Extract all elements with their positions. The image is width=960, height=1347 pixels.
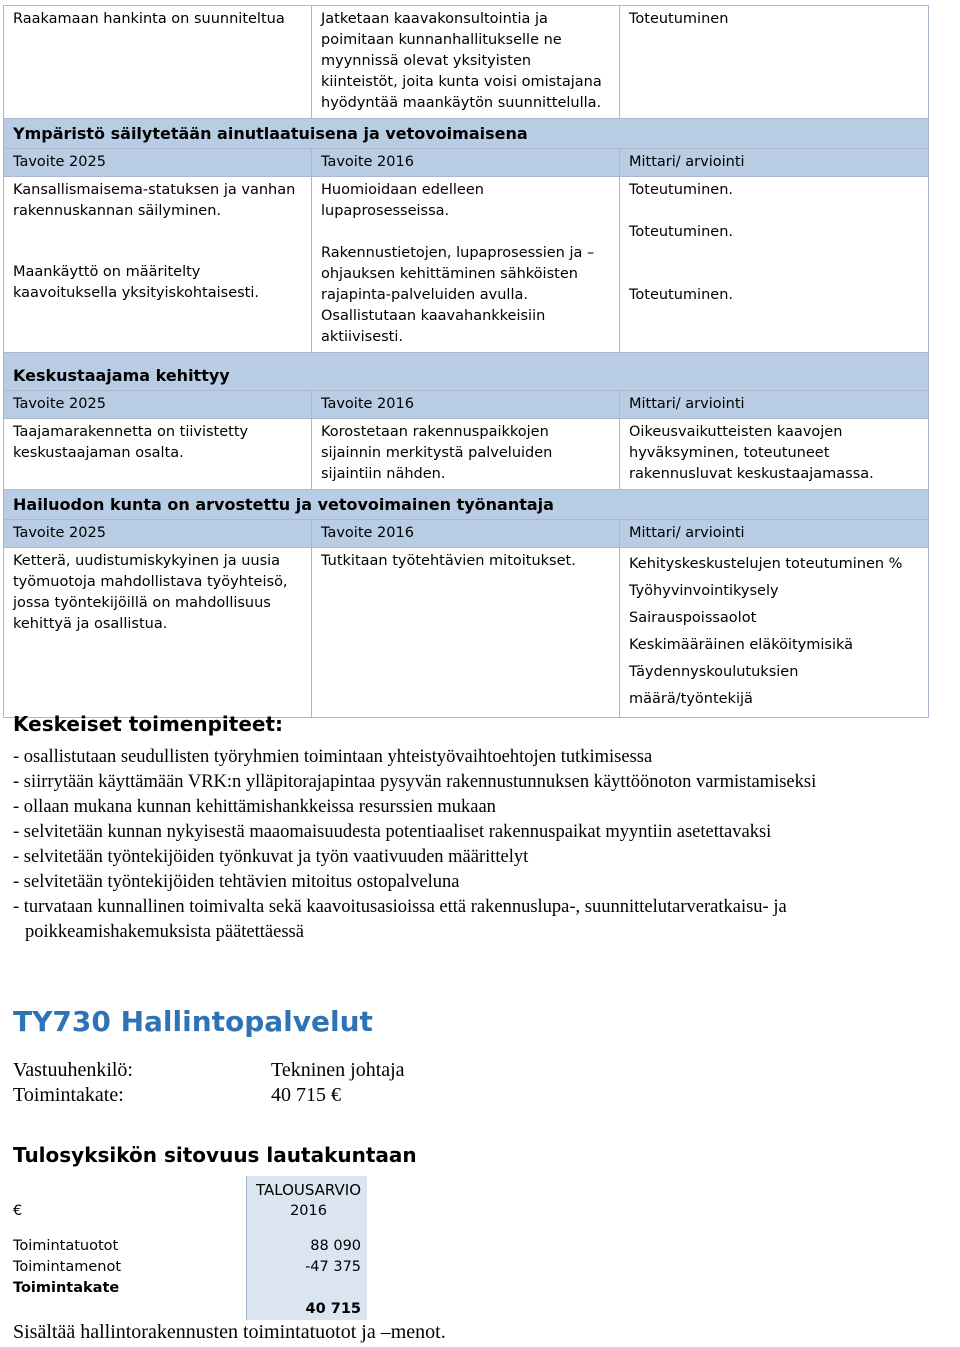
- budget-total-label: Toimintakate: [4, 1278, 247, 1299]
- action-item: - selvitetään työntekijöiden tehtävien mitoitus ostopalveluna: [13, 872, 460, 892]
- goal-2025-text: Ketterä, uudistumiskykyinen ja uusia työmuotoja mahdollistava työyhteisö, jossa työntekijöillä on mahdollisuus kehittyä ja osallistua.: [13, 553, 288, 632]
- key-actions-list: [13, 745, 816, 945]
- goal-2025-text: Taajamarakennetta on tiivistetty keskustaajaman osalta.: [13, 424, 249, 461]
- section-row-employer: [4, 548, 929, 718]
- footnote: Sisältää hallintorakennusten toimintatuotot ja –menot.: [13, 1321, 446, 1343]
- responsible-label: Vastuuhenkilö:: [13, 1059, 133, 1081]
- header-goal-2025: Tavoite 2025: [4, 520, 312, 548]
- section-row-center: [4, 419, 929, 490]
- responsible-value: Tekninen johtaja: [271, 1059, 405, 1081]
- margin-row: [13, 1083, 405, 1108]
- budget-row-label: Toimintamenot: [4, 1257, 247, 1278]
- action-item: - osallistutaan seudullisten työryhmien toimintaan yhteistyövaihtoehtojen tutkimisessa: [13, 747, 653, 767]
- top-row-col2: Jatketaan kaavakonsultointia ja poimitaan kunnanhallitukselle ne myynnissä olevat yksityisten kiinteistöt, joita kunta voisi omistajana hyödyntää maankäytön suunnittelulla.: [312, 6, 620, 119]
- currency-header: €: [4, 1176, 247, 1226]
- top-row: [4, 6, 929, 119]
- goal-2025-text: Maankäyttö on määritelty kaavoituksella yksityiskohtaisesti.: [13, 264, 259, 301]
- budget-row: [4, 1257, 367, 1278]
- action-item: - ollaan mukana kunnan kehittämishankkeissa resurssien mukaan: [13, 797, 496, 817]
- metric-text: Keskimääräinen eläköitymisikä: [629, 637, 854, 653]
- header-metric: Mittari/ arviointi: [620, 149, 929, 177]
- header-metric: Mittari/ arviointi: [620, 391, 929, 419]
- section-title-environment: Ympäristö säilytetään ainutlaatuisena ja vetovoimaisena: [4, 119, 929, 149]
- margin-value: 40 715 €: [271, 1084, 341, 1106]
- margin-label: Toimintakate:: [13, 1084, 124, 1106]
- unit-meta: [13, 1058, 405, 1108]
- goals-table: [3, 5, 929, 718]
- metric-text: Kehityskeskustelujen toteutuminen %: [629, 556, 903, 572]
- header-goal-2016: Tavoite 2016: [312, 149, 620, 177]
- action-item: - siirrytään käyttämään VRK:n ylläpitorajapintaa pysyvän rakennustunnuksen käyttöönoton varmistamiseksi: [13, 772, 817, 792]
- budget-total-value: 40 715: [247, 1299, 368, 1320]
- metric-text: Täydennyskoulutuksien määrä/työntekijä: [629, 664, 799, 707]
- section-row-environment: [4, 177, 929, 353]
- top-row-col3: Toteutuminen: [620, 6, 929, 119]
- metric-text: Toteutuminen.: [629, 224, 733, 240]
- goal-2025-text: Kansallismaisema-statuksen ja vanhan rakennuskannan säilyminen.: [13, 182, 296, 219]
- goal-2016-text: Rakennustietojen, lupaprosessien ja –ohjauksen kehittäminen sähköisten rajapinta-palveluiden avulla.: [321, 245, 595, 303]
- column-header-row: [4, 149, 929, 177]
- binding-title: Tulosyksikön sitovuus lautakuntaan: [13, 1143, 417, 1167]
- budget-total-value-row: [4, 1299, 367, 1320]
- action-item: - selvitetään kunnan nykyisestä maaomaisuudesta potentiaaliset rakennuspaikat myyntiin asetettavaksi: [13, 822, 772, 842]
- section-title-center: Keskustaajama kehittyy: [4, 353, 929, 391]
- budget-row-value: -47 375: [247, 1257, 368, 1278]
- unit-title: TY730 Hallintopalvelut: [13, 1005, 373, 1038]
- budget-total-label-row: [4, 1278, 367, 1299]
- responsible-row: [13, 1058, 405, 1083]
- metric-text: Sairauspoissaolot: [629, 610, 757, 626]
- action-item: - selvitetään työntekijöiden työnkuvat ja työn vaativuuden määrittelyt: [13, 847, 529, 867]
- goal-2016-text: Huomioidaan edelleen lupaprosesseissa.: [321, 182, 484, 219]
- key-actions-heading: Keskeiset toimenpiteet:: [13, 712, 284, 736]
- metric-text: Toteutuminen.: [629, 182, 733, 198]
- header-goal-2025: Tavoite 2025: [4, 149, 312, 177]
- column-header-row: [4, 520, 929, 548]
- budget-row-value: 88 090: [247, 1236, 368, 1257]
- metric-text: Työhyvinvointikysely: [629, 583, 779, 599]
- budget-header-row: [4, 1176, 367, 1226]
- header-goal-2016: Tavoite 2016: [312, 520, 620, 548]
- budget-row-label: Toimintatuotot: [4, 1236, 247, 1257]
- metric-text: Oikeusvaikutteisten kaavojen hyväksyminen, toteutuneet rakennusluvat keskustaajamassa.: [629, 424, 874, 482]
- column-header-row: [4, 391, 929, 419]
- section-title-employer: Hailuodon kunta on arvostettu ja vetovoimainen työnantaja: [4, 490, 929, 520]
- goal-2016-text: Osallistutaan kaavahankkeisiin aktiivisesti.: [321, 308, 546, 345]
- metric-text: Toteutuminen.: [629, 287, 733, 303]
- header-goal-2025: Tavoite 2025: [4, 391, 312, 419]
- goal-2016-text: Tutkitaan työtehtävien mitoitukset.: [321, 553, 576, 569]
- action-item: - turvataan kunnallinen toimivalta sekä kaavoitusasioissa että rakennuslupa-, suunnittelutarveratkaisu- ja: [13, 897, 787, 917]
- top-row-col1: Raakamaan hankinta on suunniteltua: [4, 6, 312, 119]
- action-item-continuation-text: poikkeamishakemuksista päätettäessä: [25, 922, 304, 942]
- goal-2016-text: Korostetaan rakennuspaikkojen sijainnin merkitystä palveluiden sijaintiin nähden.: [321, 424, 553, 482]
- budget-table: [4, 1176, 367, 1320]
- action-item-continuation: [13, 920, 816, 945]
- budget-header-line1: TALOUSARVIO: [256, 1181, 362, 1199]
- header-metric: Mittari/ arviointi: [620, 520, 929, 548]
- header-goal-2016: Tavoite 2016: [312, 391, 620, 419]
- budget-header-line2: 2016: [290, 1203, 327, 1219]
- budget-row: [4, 1236, 367, 1257]
